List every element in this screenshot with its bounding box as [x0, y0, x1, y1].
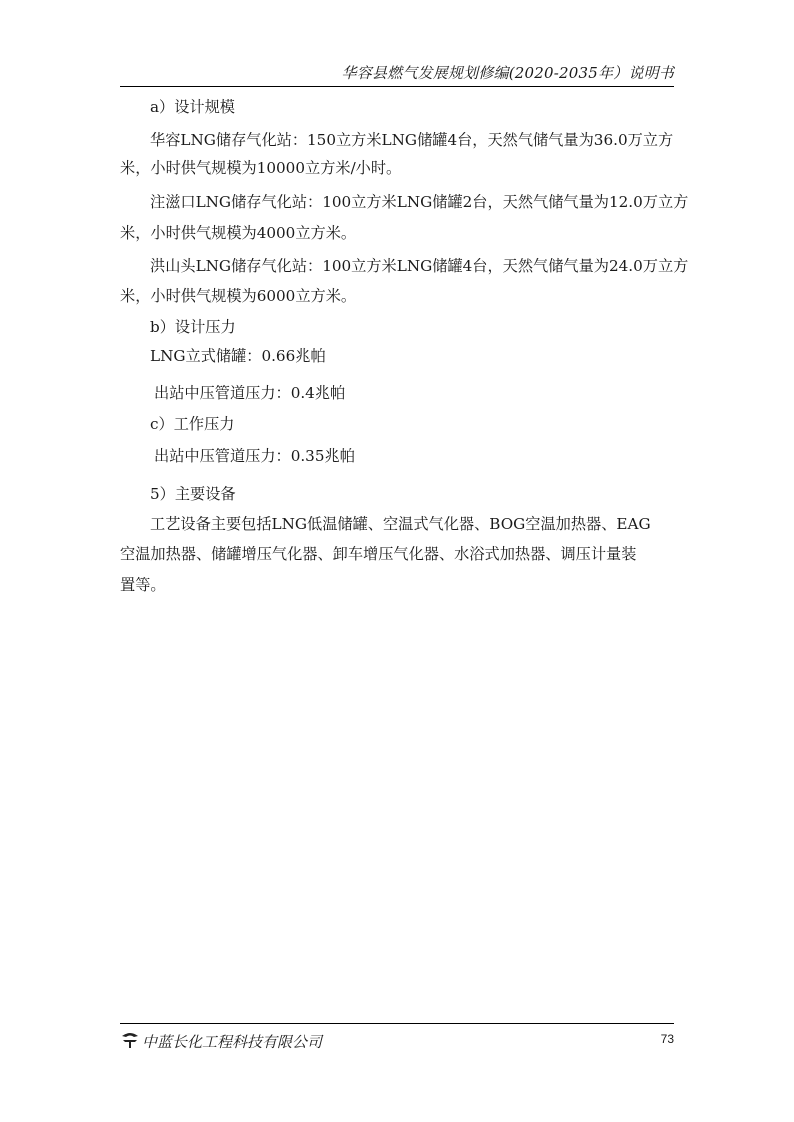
paragraph-line: 置等。 [120, 576, 166, 594]
paragraph-line: LNG立式储罐：0.66兆帕 [150, 347, 326, 365]
section-heading-design-pressure: b）设计压力 [150, 318, 236, 336]
paragraph-line: 米，小时供气规模为6000立方米。 [120, 287, 357, 305]
paragraph-line: 洪山头LNG储存气化站：100立方米LNG储罐4台，天然气储气量为24.0万立方 [150, 257, 689, 275]
company-name: 中蓝长化工程科技有限公司 [142, 1033, 323, 1051]
section-heading-main-equipment: 5）主要设备 [150, 485, 236, 503]
paragraph-line: 米，小时供气规模为4000立方米。 [120, 224, 357, 242]
paragraph-line: 空温加热器、储罐增压气化器、卸车增压气化器、水浴式加热器、调压计量装 [120, 545, 637, 563]
paragraph-line: 出站中压管道压力：0.4兆帕 [154, 384, 346, 402]
footer-divider [120, 1023, 674, 1024]
section-heading-working-pressure: c）工作压力 [150, 415, 235, 433]
paragraph-line: 注滋口LNG储存气化站：100立方米LNG储罐2台，天然气储气量为12.0万立方 [150, 193, 689, 211]
page-header [120, 62, 674, 87]
company-logo-icon [120, 1031, 140, 1049]
paragraph-line: 华容LNG储存气化站：150立方米LNG储罐4台，天然气储气量为36.0万立方 [150, 131, 674, 149]
section-heading-design-scale: a）设计规模 [150, 98, 235, 116]
page-number: 73 [660, 1032, 674, 1046]
paragraph-line: 出站中压管道压力：0.35兆帕 [154, 447, 355, 465]
paragraph-line: 米，小时供气规模为10000立方米/小时。 [120, 159, 402, 177]
paragraph-line: 工艺设备主要包括LNG低温储罐、空温式气化器、BOG空温加热器、EAG [150, 515, 651, 533]
document-title: 华容县燃气发展规划修编(2020-2035年）说明书 [341, 64, 674, 82]
